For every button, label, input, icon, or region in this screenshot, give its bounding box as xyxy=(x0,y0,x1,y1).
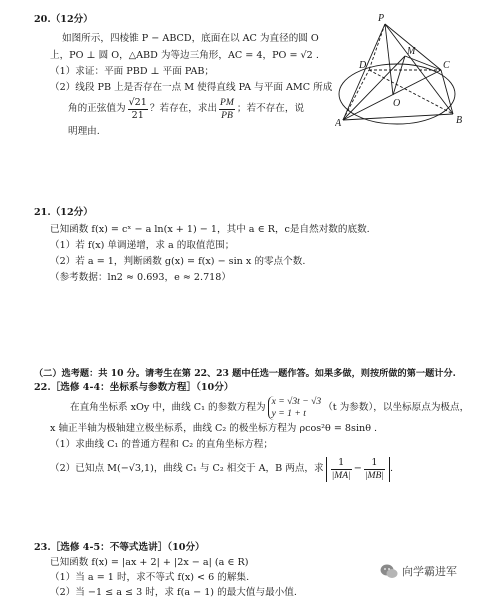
q22-absolute-expression xyxy=(326,457,390,482)
height-PO xyxy=(385,24,393,95)
q22-fraction-ma-den: |MA| xyxy=(331,469,351,481)
q22-line1-text-a: 在直角坐标系 xOy 中，曲线 C₁ 的参数方程为 xyxy=(70,401,266,413)
edge-PA xyxy=(343,24,385,120)
q22-line2: x 轴正半轴为极轴建立极坐标系，曲线 C₂ 的极坐标方程为 ρcos²θ = 8sinθ . xyxy=(50,423,378,434)
edge-MC xyxy=(405,56,441,70)
q21-part1: （1）若 f(x) 单调递增，求 a 的取值范围； xyxy=(50,240,235,251)
q22-system-y: y = 1 + t xyxy=(271,407,306,419)
q20-part2-line3: 明理由. xyxy=(68,126,100,137)
q20-line2: 上，PO ⊥ 圆 O，△ABD 为等边三角形，AC = 4，PO = √2 . xyxy=(50,50,319,61)
q20-part2-text-a: 角的正弦值为 xyxy=(68,103,126,115)
edge-AC xyxy=(343,70,441,120)
q21-header: 21.（12分） xyxy=(34,207,93,218)
q22-part2-text: （2）已知点 M(−√3,1)，曲线 C₁ 与 C₂ 相交于 A，B 两点，求 xyxy=(50,463,324,475)
q21-line1: 已知函数 f(x) = cˣ − a ln(x + 1) − 1，其中 a ∈ R，c是自然对数的底数. xyxy=(50,224,370,235)
q22-part2 xyxy=(50,457,393,482)
q23-header: 23.［选修 4-5：不等式选讲］（10分） xyxy=(34,542,205,553)
label-P: P xyxy=(378,13,385,24)
q23-part1: （1）当 a = 1 时，求不等式 f(x) < 6 的解集. xyxy=(50,572,250,583)
edge-AD xyxy=(343,70,369,120)
q20-part2-line1: （2）线段 PB 上是否存在一点 M 使得直线 PA 与平面 AMC 所成 xyxy=(50,82,333,93)
q20-sine-numerator: √21 xyxy=(128,97,147,108)
q20-part2-line2 xyxy=(68,97,304,122)
q20-part1: （1）求证：平面 PBD ⊥ 平面 PAB； xyxy=(50,66,215,77)
q21-reference-data: （参考数据：ln2 ≈ 0.693，e ≈ 2.718） xyxy=(50,272,231,283)
pyramid-figure xyxy=(335,10,465,128)
q22-fraction-ma xyxy=(331,457,352,482)
edge-DB xyxy=(369,70,453,114)
q23-line1: 已知函数 f(x) = |ax + 2| + |2x − a| (a ∈ R) xyxy=(50,557,249,568)
q20-sine-fraction xyxy=(128,97,148,122)
elective-intro: （二）选考题：共 10 分。请考生在第 22、23 题中任选一题作答。如果多做，则按所做的第一题计分. xyxy=(34,368,456,379)
q22-part1: （1）求曲线 C₁ 的普通方程和 C₂ 的直角坐标方程； xyxy=(50,439,273,450)
q20-part2-text-b: ？若存在，求出 xyxy=(149,103,218,115)
q22-parametric-system xyxy=(268,396,322,420)
edge-PD xyxy=(369,24,385,70)
label-C: C xyxy=(443,60,450,71)
q20-header: 20.（12分） xyxy=(34,14,93,25)
q22-line1-text-b: （t 为参数），以坐标原点为极点， xyxy=(323,401,470,413)
edge-AM xyxy=(343,56,405,120)
q22-header: 22.［选修 4-4：坐标系与参数方程］（10分） xyxy=(34,382,234,393)
q20-ratio-numerator: PM xyxy=(220,97,234,108)
q22-fraction-mb-num: 1 xyxy=(364,457,385,470)
edge-BC xyxy=(441,70,453,114)
label-D: D xyxy=(359,60,367,71)
label-M: M xyxy=(407,46,416,57)
q20-sine-denominator: 21 xyxy=(131,109,144,121)
q22-fraction-mb-den: |MB| xyxy=(364,469,384,481)
label-O: O xyxy=(393,98,401,109)
label-A: A xyxy=(335,118,342,128)
q20-ratio-denominator: PB xyxy=(221,109,233,121)
q22-fraction-ma-num: 1 xyxy=(331,457,352,470)
watermark xyxy=(380,564,457,579)
q21-part2: （2）若 a = 1，判断函数 g(x) = f(x) − sin x 的零点个数. xyxy=(50,256,306,267)
q22-part2-period: . xyxy=(389,463,394,475)
q22-fraction-mb xyxy=(364,457,385,482)
q20-ratio-fraction xyxy=(219,97,235,122)
q22-line1 xyxy=(70,396,469,420)
q22-minus-sign: − xyxy=(353,463,362,475)
q23-part2: （2）当 −1 ≤ a ≤ 3 时，求 f(a − 1) 的最大值与最小值. xyxy=(50,587,297,598)
wechat-icon xyxy=(380,564,398,579)
q22-system-x: x = √3t − √3 xyxy=(271,396,322,407)
q20-line1: 如图所示，四棱锥 P − ABCD，底面在以 AC 为直径的圆 O xyxy=(62,33,319,44)
q20-part2-text-c: ；若不存在，说 xyxy=(236,103,305,115)
label-B: B xyxy=(456,115,463,126)
watermark-text: 向学霸进军 xyxy=(402,564,457,578)
